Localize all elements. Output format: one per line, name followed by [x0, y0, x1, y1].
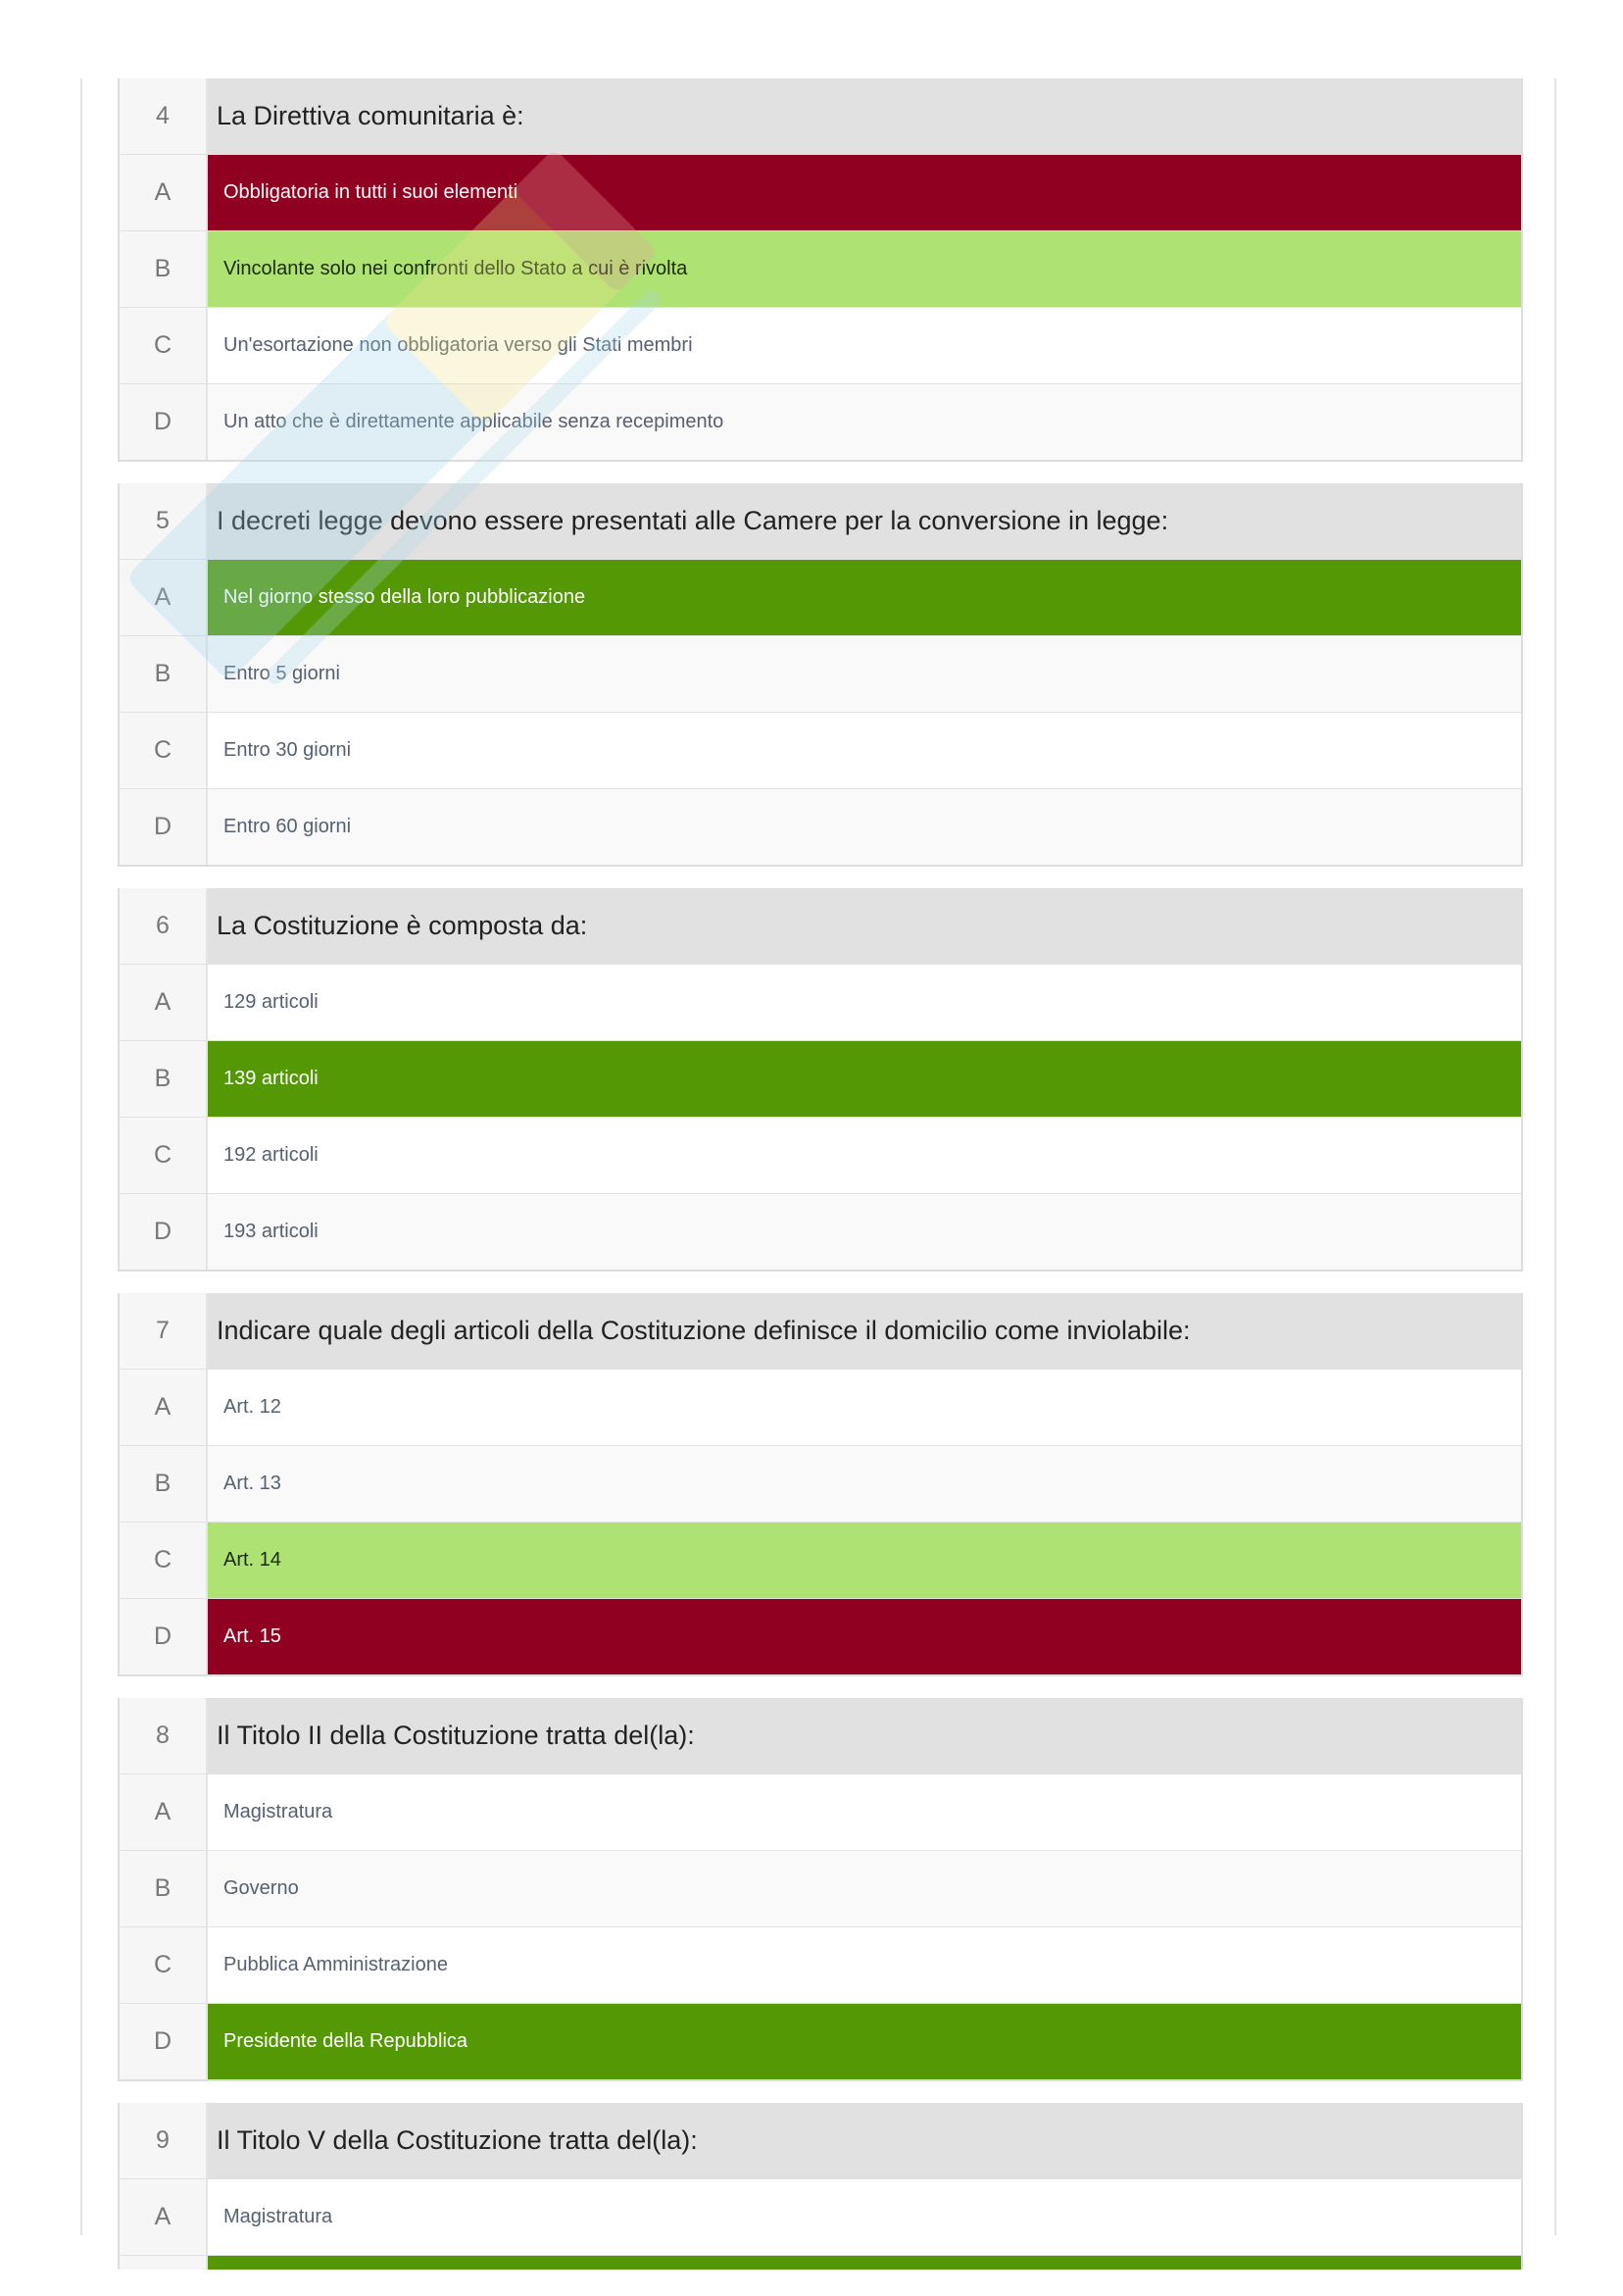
answer-option-a[interactable] — [120, 964, 1521, 1040]
option-text[interactable]: Un atto che è direttamente applicabile senza recepimento — [208, 384, 1521, 460]
option-letter: C — [120, 1118, 208, 1193]
option-letter — [120, 2256, 208, 2270]
option-text[interactable]: Entro 5 giorni — [208, 636, 1521, 712]
option-letter: B — [120, 231, 208, 307]
answer-option-d[interactable] — [120, 1193, 1521, 1270]
question-number: 6 — [120, 888, 208, 964]
answer-option-c[interactable] — [120, 1522, 1521, 1598]
answer-option-d[interactable] — [120, 788, 1521, 865]
answer-option-c[interactable] — [120, 307, 1521, 383]
option-letter: B — [120, 1851, 208, 1926]
option-letter: A — [120, 2179, 208, 2255]
option-text[interactable]: Obbligatoria in tutti i suoi elementi — [208, 155, 1521, 230]
answer-option-b[interactable] — [120, 230, 1521, 307]
question-number: 8 — [120, 1698, 208, 1773]
answer-option-a[interactable] — [120, 1773, 1521, 1850]
question-number: 9 — [120, 2103, 208, 2178]
option-text[interactable]: 192 articoli — [208, 1118, 1521, 1193]
option-text[interactable]: Un'esortazione non obbligatoria verso gli Stati membri — [208, 308, 1521, 383]
option-letter: C — [120, 1522, 208, 1598]
option-text[interactable]: Vincolante solo nei confronti dello Stato a cui è rivolta — [208, 231, 1521, 307]
option-letter: A — [120, 965, 208, 1040]
option-text[interactable]: Art. 12 — [208, 1370, 1521, 1445]
question-header — [120, 1293, 1521, 1369]
option-text[interactable]: Art. 13 — [208, 1446, 1521, 1522]
question-number: 7 — [120, 1293, 208, 1369]
option-letter: A — [120, 560, 208, 635]
question-header — [120, 2103, 1521, 2178]
quiz-list — [118, 78, 1523, 2270]
option-letter: B — [120, 1446, 208, 1522]
question-header — [120, 483, 1521, 559]
question-8 — [118, 1698, 1523, 2081]
question-text: Indicare quale degli articoli della Costituzione definisce il domicilio come inviolabile: — [208, 1293, 1521, 1369]
question-5 — [118, 483, 1523, 867]
option-text[interactable]: Art. 15 — [208, 1599, 1521, 1674]
option-letter: C — [120, 1927, 208, 2003]
option-text[interactable]: Magistratura — [208, 2179, 1521, 2255]
option-text[interactable]: Nel giorno stesso della loro pubblicazione — [208, 560, 1521, 635]
question-header — [120, 1698, 1521, 1773]
page-frame-left — [80, 78, 82, 2235]
option-letter: A — [120, 1774, 208, 1850]
question-text: La Costituzione è composta da: — [208, 888, 1521, 964]
option-letter: A — [120, 1370, 208, 1445]
answer-option-a[interactable] — [120, 1369, 1521, 1445]
option-letter: D — [120, 384, 208, 460]
answer-option-b[interactable] — [120, 635, 1521, 712]
question-header — [120, 888, 1521, 964]
option-letter: A — [120, 155, 208, 230]
option-letter: D — [120, 1194, 208, 1270]
option-text[interactable]: Magistratura — [208, 1774, 1521, 1850]
answer-option-c[interactable] — [120, 1926, 1521, 2003]
option-text[interactable]: Entro 30 giorni — [208, 713, 1521, 788]
option-letter: D — [120, 789, 208, 865]
answer-option-d[interactable] — [120, 1598, 1521, 1674]
option-text[interactable]: Pubblica Amministrazione — [208, 1927, 1521, 2003]
answer-option-c[interactable] — [120, 712, 1521, 788]
question-text: I decreti legge devono essere presentati alle Camere per la conversione in legge: — [208, 483, 1521, 559]
option-text[interactable]: Art. 14 — [208, 1522, 1521, 1598]
option-text[interactable]: Presidente della Repubblica — [208, 2004, 1521, 2079]
option-text[interactable]: Governo — [208, 1851, 1521, 1926]
page-frame-right — [1554, 78, 1556, 2235]
option-letter: D — [120, 1599, 208, 1674]
question-text: Il Titolo V della Costituzione tratta del(la): — [208, 2103, 1521, 2178]
question-number: 5 — [120, 483, 208, 559]
question-text: La Direttiva comunitaria è: — [208, 78, 1521, 154]
answer-option-b[interactable] — [120, 1445, 1521, 1522]
question-7 — [118, 1293, 1523, 1676]
option-letter: D — [120, 2004, 208, 2079]
option-text[interactable]: 139 articoli — [208, 1041, 1521, 1117]
question-4 — [118, 78, 1523, 462]
option-text[interactable] — [208, 2256, 1521, 2270]
question-number: 4 — [120, 78, 208, 154]
option-letter: C — [120, 308, 208, 383]
answer-option-b[interactable] — [120, 1850, 1521, 1926]
option-text[interactable]: 129 articoli — [208, 965, 1521, 1040]
option-letter: B — [120, 636, 208, 712]
option-text[interactable]: 193 articoli — [208, 1194, 1521, 1270]
answer-option-a[interactable] — [120, 2178, 1521, 2255]
answer-option-b[interactable] — [120, 2255, 1521, 2270]
question-6 — [118, 888, 1523, 1272]
question-header — [120, 78, 1521, 154]
option-letter: B — [120, 1041, 208, 1117]
answer-option-b[interactable] — [120, 1040, 1521, 1117]
answer-option-d[interactable] — [120, 2003, 1521, 2079]
answer-option-a[interactable] — [120, 154, 1521, 230]
question-9 — [118, 2103, 1523, 2270]
answer-option-d[interactable] — [120, 383, 1521, 460]
answer-option-a[interactable] — [120, 559, 1521, 635]
option-letter: C — [120, 713, 208, 788]
question-text: Il Titolo II della Costituzione tratta del(la): — [208, 1698, 1521, 1773]
answer-option-c[interactable] — [120, 1117, 1521, 1193]
option-text[interactable]: Entro 60 giorni — [208, 789, 1521, 865]
